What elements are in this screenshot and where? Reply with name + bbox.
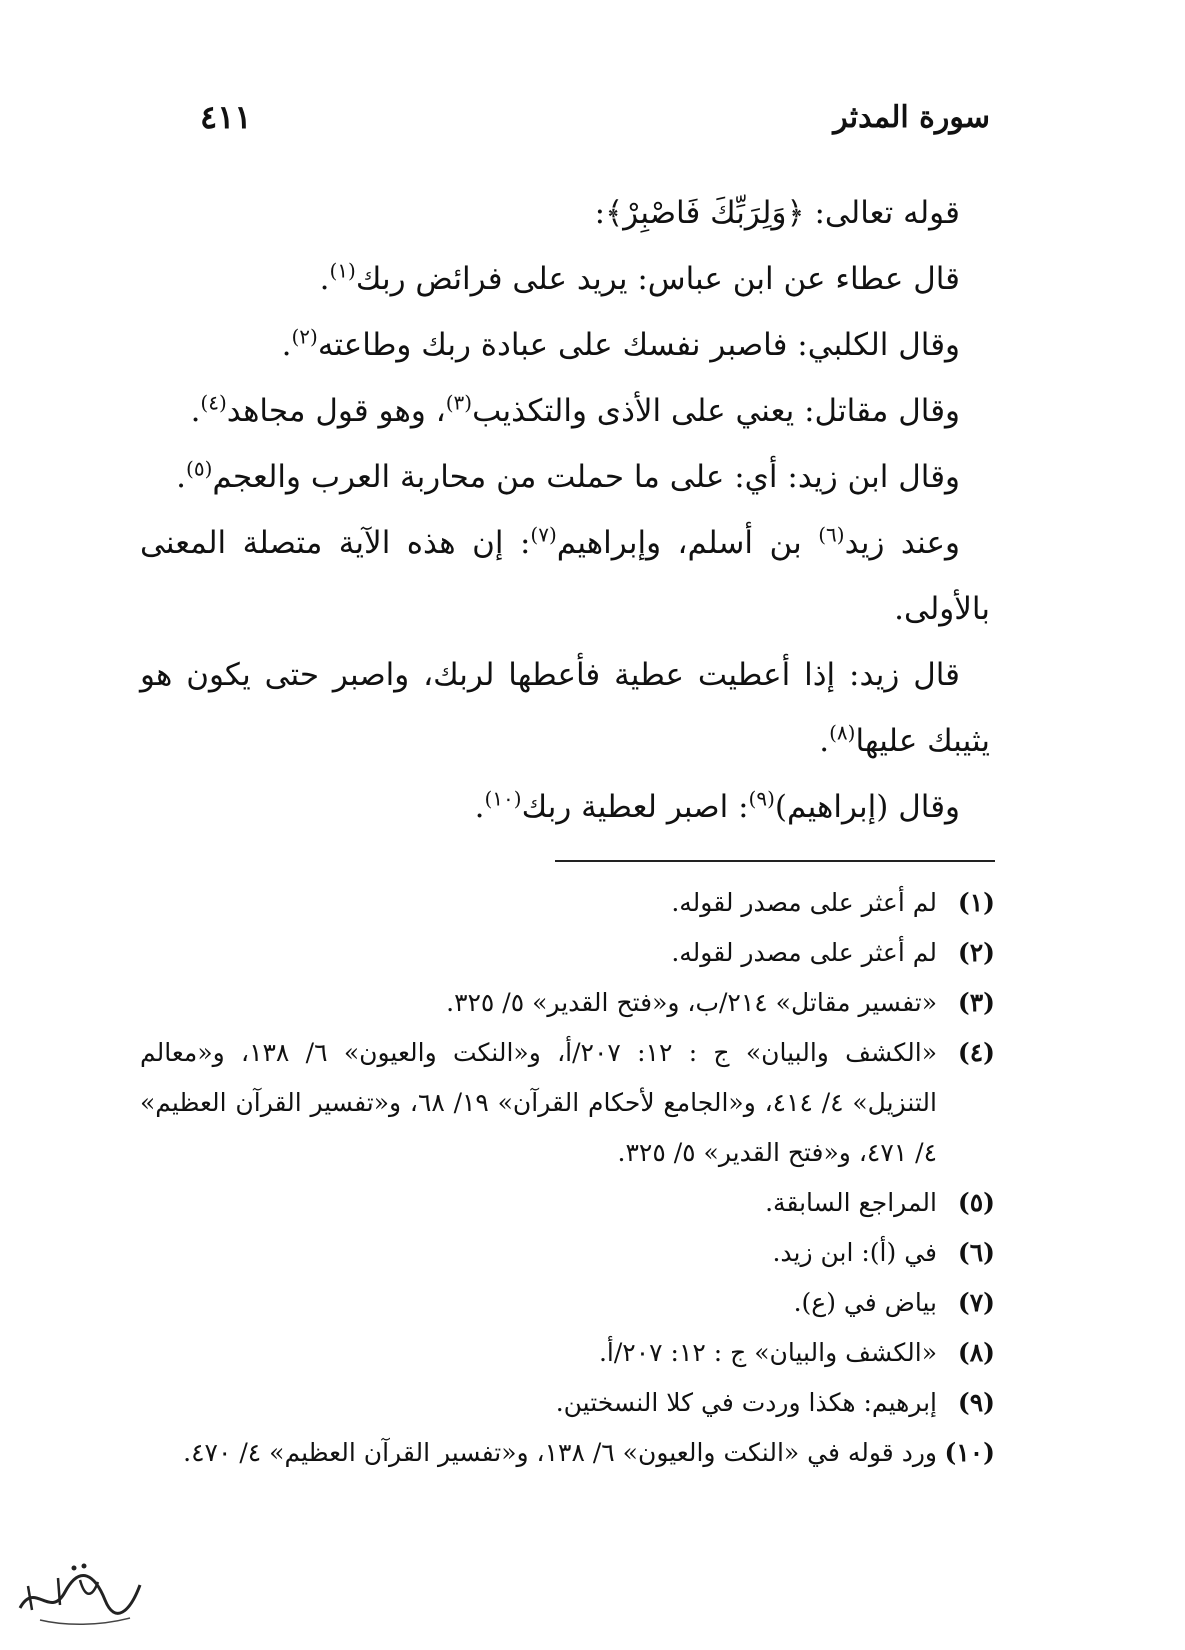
footnote-text: ورد قوله في «النكت والعيون» ٦/ ١٣٨، و«تفسير القرآن العظيم» ٤/ ٤٧٠. [183, 1438, 937, 1467]
footnote-ref[interactable]: (٢) [291, 324, 318, 349]
paragraph-text: وعند زيد [844, 525, 960, 561]
paragraph-text: وقال مقاتل: يعني على الأذى والتكذيب [472, 393, 960, 429]
punctuation: . [819, 723, 830, 759]
footnote-item [140, 1428, 995, 1478]
main-text [140, 180, 990, 840]
footnote-text: «الكشف والبيان» ج : ١٢: ٢٠٧/أ، و«النكت والعيون» ٦/ ١٣٨، و«معالم التنزيل» ٤/ ٤١٤، و«الجامع لأحكام القرآن» ١٩/ ٦٨، و«تفسير القرآن العظيم» ٤/ ٤٧١، و«فتح القدير» ٥/ ٣٢٥. [140, 1038, 938, 1167]
paragraph-text: وقال (إبراهيم) [774, 789, 960, 825]
punctuation: : [594, 195, 606, 231]
footnote-ref[interactable]: (٦) [818, 522, 845, 547]
surah-title: سورة المدثر [833, 99, 990, 135]
quran-verse: ﴿وَلِرَبِّكَ فَاصْبِرْ﴾ [605, 195, 805, 231]
paragraph-text: وقال ابن زيد: أي: على ما حملت من محاربة العرب والعجم [212, 459, 960, 495]
paragraph-7 [140, 642, 990, 774]
paragraph-text: قال عطاء عن ابن عباس: يريد على فرائض ربك [355, 261, 960, 297]
footnote-number: (٨) [957, 1338, 995, 1367]
footnotes [140, 878, 995, 1478]
footnote-item [140, 978, 995, 1028]
paragraph-5 [140, 444, 990, 510]
paragraph-text: : إن هذه الآية متصلة المعنى بالأولى. [140, 525, 990, 627]
footnote-ref[interactable]: (١) [329, 258, 356, 283]
footnote-item [140, 1278, 995, 1328]
paragraph-8 [140, 774, 990, 840]
paragraph-2 [140, 246, 990, 312]
footnote-ref[interactable]: (٤) [200, 390, 227, 415]
footnote-item [140, 1378, 995, 1428]
paragraph-text: ، وهو قول مجاهد [226, 393, 446, 429]
paragraph-3 [140, 312, 990, 378]
punctuation: . [190, 393, 201, 429]
footnote-item [140, 878, 995, 928]
footnote-number: (٤) [957, 1038, 995, 1067]
page-number: ٤١١ [200, 98, 252, 136]
paragraph-text: : اصبر لعطية ربك [521, 789, 749, 825]
footnote-text: بياض في (ع). [793, 1288, 937, 1317]
footnote-ref[interactable]: (٨) [829, 720, 856, 745]
footnote-ref[interactable]: (٣) [445, 390, 473, 415]
footnote-item [140, 928, 995, 978]
footnote-item [140, 1328, 995, 1378]
page-header [200, 92, 990, 142]
punctuation: . [319, 261, 330, 297]
punctuation: . [176, 459, 186, 495]
footnote-number: (١٠) [944, 1438, 995, 1467]
paragraph-4 [140, 378, 990, 444]
footnote-item [140, 1178, 995, 1228]
paragraph-6 [140, 510, 990, 642]
footnote-number: (٢) [957, 938, 995, 967]
footnote-ref[interactable]: (٥) [186, 456, 213, 481]
punctuation: . [281, 327, 292, 363]
paragraph-text: بن أسلم، وإبراهيم [556, 525, 819, 561]
footnote-number: (٩) [957, 1388, 995, 1417]
footnote-number: (٧) [957, 1288, 995, 1317]
paragraph-text: وقال الكلبي: فاصبر نفسك على عبادة ربك وطاعته [317, 327, 960, 363]
footnote-text: «الكشف والبيان» ج : ١٢: ٢٠٧/أ. [598, 1338, 937, 1367]
footnote-text: المراجع السابقة. [765, 1188, 937, 1217]
footnote-ref[interactable]: (١٠) [484, 786, 522, 811]
footnote-divider [555, 860, 995, 862]
footnote-number: (٥) [957, 1188, 995, 1217]
library-logo-icon [10, 1550, 150, 1630]
logo-svg [10, 1550, 150, 1630]
footnote-text: إبرهيم: هكذا وردت في كلا النسختين. [555, 1388, 937, 1417]
footnote-item [140, 1228, 995, 1278]
footnote-ref[interactable]: (٩) [748, 786, 775, 811]
paragraph-text: قوله تعالى: [804, 195, 960, 231]
paragraph-1 [140, 180, 990, 246]
footnote-number: (٦) [957, 1238, 995, 1267]
footnote-number: (٣) [957, 988, 995, 1017]
footnote-text: لم أعثر على مصدر لقوله. [671, 888, 937, 917]
paragraph-text: قال زيد: إذا أعطيت عطية فأعطها لربك، واصبر حتى يكون هو يثيبك عليها [140, 657, 990, 759]
punctuation: . [474, 789, 485, 825]
footnote-ref[interactable]: (٧) [530, 522, 557, 547]
footnote-text: «تفسير مقاتل» ٢١٤/ب، و«فتح القدير» ٥/ ٣٢٥. [446, 988, 937, 1017]
footnote-item [140, 1028, 995, 1178]
footnote-text: لم أعثر على مصدر لقوله. [671, 938, 937, 967]
footnote-text: في (أ): ابن زيد. [772, 1238, 937, 1267]
footnote-number: (١) [957, 888, 995, 917]
